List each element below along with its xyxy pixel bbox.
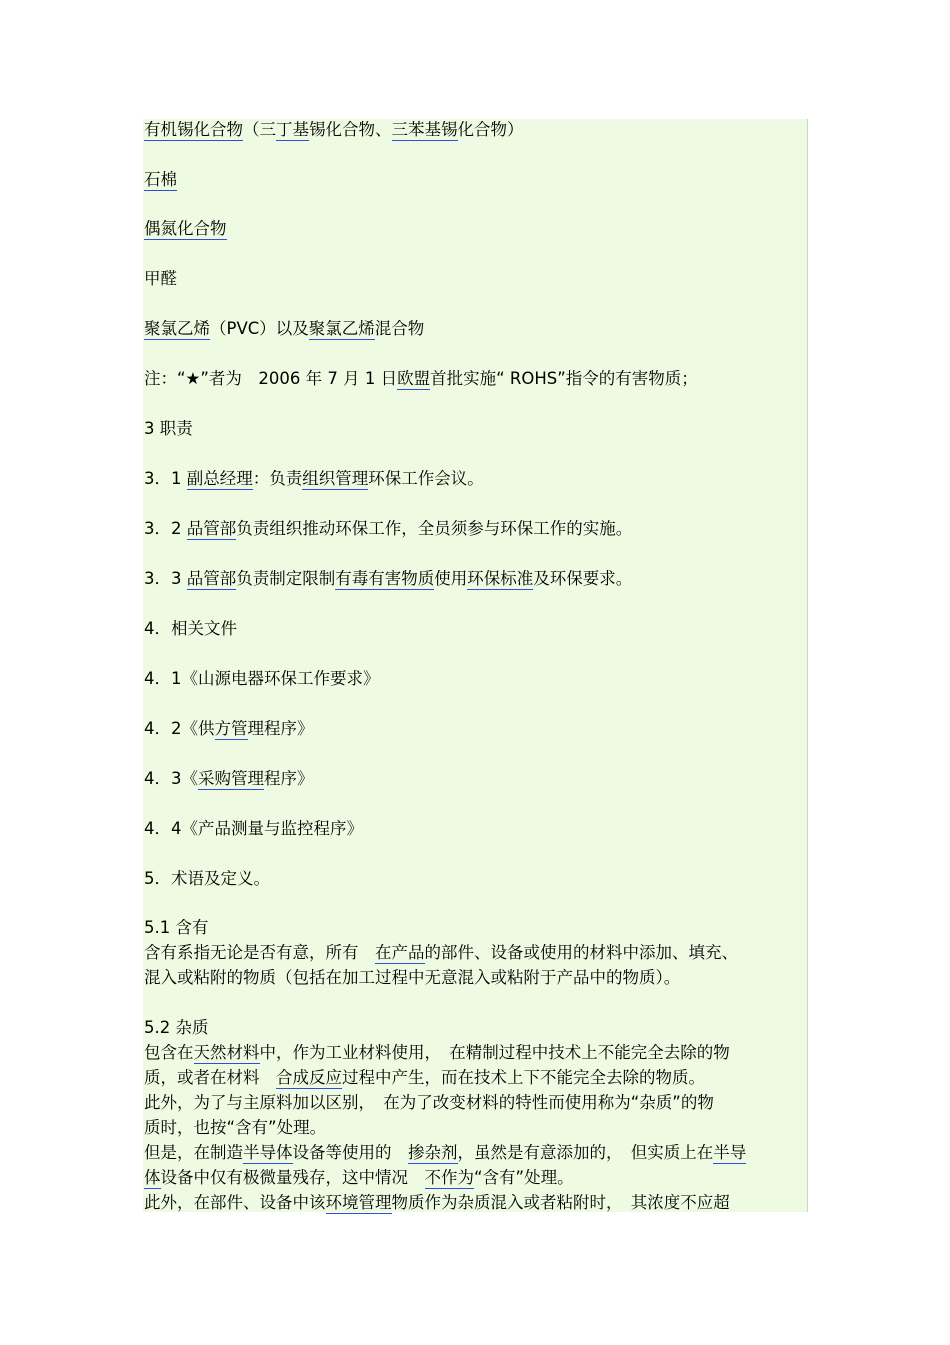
linked-term[interactable]: 聚氯乙烯 [308, 319, 375, 338]
linked-term[interactable]: 采购管理 [198, 769, 264, 788]
text-run: 3．3 [144, 569, 187, 588]
text-run: ，虽然是有意添加的， 但实质上在 [457, 1143, 714, 1162]
linked-term[interactable]: 欧盟 [397, 369, 431, 388]
linked-term[interactable]: 品管部 [186, 569, 237, 588]
text-run: 锡化合物、 [309, 120, 392, 139]
text-run: 负责组织推动环保工作，全员须参与环保工作的实施。 [236, 519, 633, 538]
text-line [144, 168, 177, 192]
text-line [144, 367, 698, 391]
text-run: 4．2《供 [144, 719, 215, 738]
text-run: ：负责 [252, 469, 303, 488]
text-run: 理程序》 [247, 719, 314, 738]
text-run: 中，作为工业材料使用， 在精制过程中技术上不能完全去除的物 [259, 1043, 730, 1062]
text-line [144, 667, 380, 691]
text-line [144, 467, 484, 491]
text-run: 4．3《 [144, 769, 198, 788]
text-line [144, 1066, 705, 1090]
text-line [144, 118, 524, 142]
text-line [144, 767, 314, 791]
text-line [144, 617, 237, 641]
text-run: 过程中产生，而在技术上下不能完全去除的物质。 [342, 1068, 705, 1087]
text-line [144, 717, 314, 741]
text-run: 质，或者在材料 [144, 1068, 276, 1087]
text-line [144, 217, 227, 241]
linked-term[interactable]: 组织管理 [302, 469, 369, 488]
linked-term[interactable]: 聚氯乙烯 [144, 319, 210, 338]
text-run: 质时，也按“含有”处理。 [144, 1118, 327, 1137]
text-line [144, 1191, 730, 1215]
linked-term[interactable]: 不作为 [424, 1168, 474, 1187]
linked-term[interactable]: 合成反应 [276, 1068, 342, 1087]
text-run: 的部件、设备或使用的材料中添加、填充、 [424, 943, 738, 962]
text-run: 化合物） [457, 120, 524, 139]
text-run: （三 [243, 120, 276, 139]
text-run: 程序》 [264, 769, 314, 788]
text-run: 使用 [434, 569, 468, 588]
text-run: 负责制定限制 [236, 569, 336, 588]
text-run: 4．相关文件 [144, 619, 237, 638]
linked-term[interactable]: 掺杂剂 [408, 1143, 458, 1162]
text-line [144, 1116, 326, 1140]
linked-term[interactable]: 有机锡化合物 [144, 120, 243, 139]
linked-term[interactable]: 半导 [713, 1143, 747, 1162]
text-line [144, 867, 270, 891]
text-run: 3．1 [144, 469, 187, 488]
text-line [144, 517, 632, 541]
text-run: 甲醛 [144, 269, 177, 288]
text-run: 5.2 杂质 [144, 1018, 209, 1037]
text-run: 此外，为了与主原料加以区别， 在为了改变材料的特性而使用称为“杂质”的物 [144, 1093, 714, 1112]
text-run: 但是，在制造 [144, 1143, 243, 1162]
text-run: 首批实施“ ROHS”指令的有害物质； [430, 369, 698, 388]
text-line [144, 1091, 714, 1115]
text-run: 4．4《产品测量与监控程序》 [144, 819, 363, 838]
text-line [144, 916, 209, 940]
text-run: 包含在 [144, 1043, 194, 1062]
linked-term[interactable]: 副总经理 [186, 469, 253, 488]
text-run: 设备等使用的 [292, 1143, 408, 1162]
text-run: 物质作为杂质混入或者粘附时， 其浓度不应超 [391, 1193, 730, 1212]
linked-term[interactable]: 方管 [214, 719, 248, 738]
text-line [144, 817, 363, 841]
text-run: 设备中仅有极微量残存，这中情况 [160, 1168, 425, 1187]
linked-term[interactable]: 偶氮化合物 [144, 219, 227, 238]
linked-term[interactable]: 天然材料 [193, 1043, 260, 1062]
text-line [144, 567, 632, 591]
linked-term[interactable]: 三苯基锡 [391, 120, 458, 139]
text-run: 环保工作会议。 [368, 469, 484, 488]
text-run: 4．1《山源电器环保工作要求》 [144, 669, 380, 688]
linked-term[interactable]: 在产品 [375, 943, 425, 962]
text-run: （PVC）以及 [210, 319, 309, 338]
linked-term[interactable]: 有毒有害物质 [335, 569, 435, 588]
text-run: 此外，在部件、设备中该 [144, 1193, 326, 1212]
text-line [144, 267, 177, 291]
text-run: 混合物 [374, 319, 425, 338]
text-run: “含有”处理。 [474, 1168, 574, 1187]
linked-term[interactable]: 丁基 [276, 120, 309, 139]
linked-term[interactable]: 环保标准 [467, 569, 534, 588]
text-line [144, 1141, 746, 1165]
text-run: 注：“★”者为 2006 年 7 月 1 日 [144, 369, 398, 388]
linked-term[interactable]: 环境管理 [325, 1193, 392, 1212]
text-run: 3．2 [144, 519, 187, 538]
linked-term[interactable]: 石棉 [144, 170, 177, 189]
text-line [144, 317, 424, 341]
text-line [144, 1166, 574, 1190]
text-run: 及环保要求。 [533, 569, 633, 588]
text-run: 5．术语及定义。 [144, 869, 270, 888]
text-run: 3 职责 [144, 419, 193, 438]
text-line [144, 1016, 209, 1040]
text-line [144, 1041, 730, 1065]
linked-term[interactable]: 品管部 [186, 519, 237, 538]
text-run: 混入或粘附的物质（包括在加工过程中无意混入或粘附于产品中的物质）。 [144, 968, 681, 987]
text-run: 含有系指无论是否有意，所有 [144, 943, 375, 962]
linked-term[interactable]: 半导体 [243, 1143, 293, 1162]
linked-term[interactable]: 体 [144, 1168, 161, 1187]
text-line [144, 417, 193, 441]
text-run: 5.1 含有 [144, 918, 209, 937]
text-line [144, 966, 680, 990]
text-line [144, 941, 738, 965]
